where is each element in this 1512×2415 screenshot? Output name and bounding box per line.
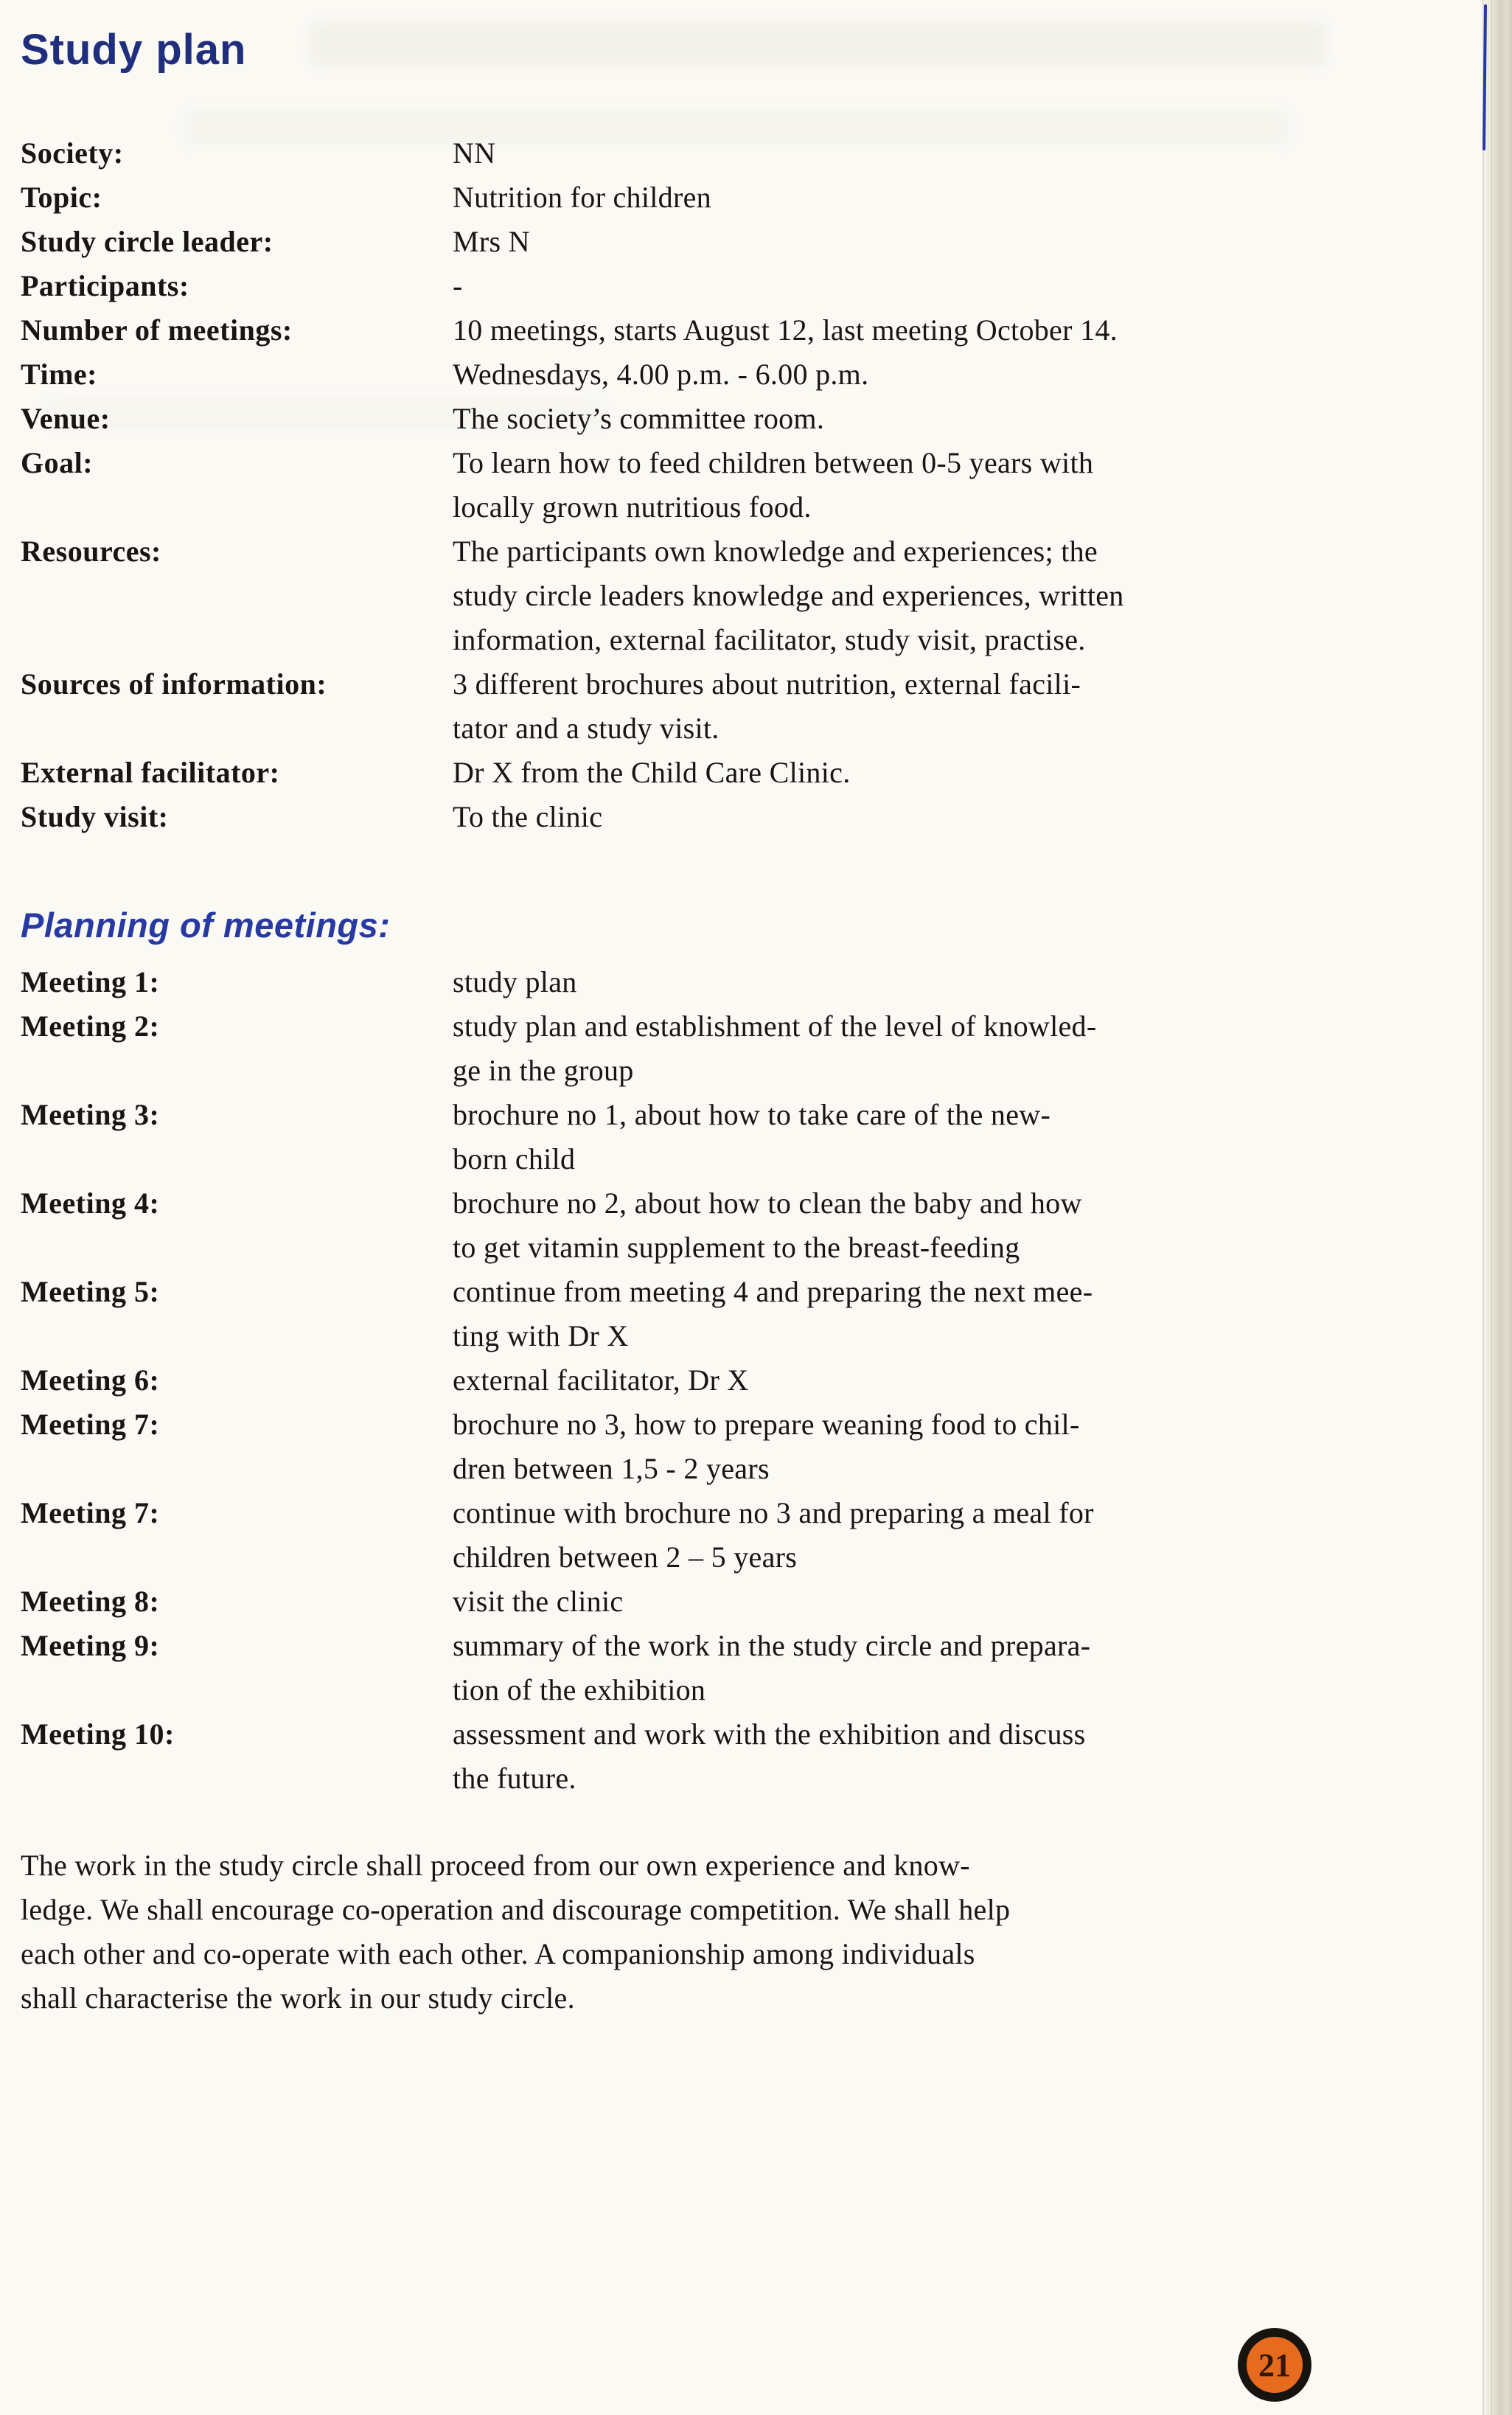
meetings-list: [21, 960, 1512, 1801]
field-value: Nutrition for children: [453, 181, 711, 214]
field-label: Participants:: [21, 269, 189, 302]
meeting-row: [21, 1093, 1512, 1181]
meeting-label: Meeting 4:: [21, 1186, 160, 1220]
meeting-row: [21, 1358, 1512, 1403]
field-row: [21, 308, 1512, 352]
field-label: Time:: [21, 358, 97, 391]
field-value: The society’s committee room.: [453, 402, 825, 435]
field-value: NN: [453, 136, 496, 170]
field-label: Society:: [21, 136, 124, 170]
meeting-row: [21, 1004, 1512, 1093]
field-row: [21, 529, 1512, 662]
study-plan-fields: [21, 131, 1512, 839]
field-value: Wednesdays, 4.00 p.m. - 6.00 p.m.: [453, 358, 869, 391]
meeting-value: continue with brochure no 3 and preparing a meal for children between 2 – 5 years: [453, 1496, 1094, 1574]
field-label: Sources of information:: [21, 667, 327, 701]
field-label: Study circle leader:: [21, 225, 274, 258]
field-row: [21, 352, 1512, 397]
field-label: Study visit:: [21, 800, 169, 833]
field-row: [21, 662, 1512, 751]
field-row: [21, 751, 1512, 795]
meeting-value: brochure no 1, about how to take care of the new- born child: [453, 1098, 1051, 1175]
book-page-edge: [1483, 0, 1512, 2415]
meeting-row: [21, 960, 1512, 1004]
meeting-label: Meeting 8:: [21, 1585, 160, 1618]
field-label: Number of meetings:: [21, 313, 293, 347]
meeting-value: continue from meeting 4 and preparing the next mee- ting with Dr X: [453, 1275, 1093, 1352]
meeting-label: Meeting 6:: [21, 1363, 160, 1397]
meeting-label: Meeting 10:: [21, 1717, 175, 1751]
meeting-value: brochure no 2, about how to clean the baby and how to get vitamin supplement to the breast-feeding: [453, 1186, 1082, 1264]
meeting-value: external facilitator, Dr X: [453, 1363, 749, 1397]
meeting-label: Meeting 5:: [21, 1275, 160, 1308]
meeting-label: Meeting 7:: [21, 1496, 160, 1529]
field-label: Goal:: [21, 446, 94, 479]
meeting-row: [21, 1624, 1512, 1712]
field-value: 10 meetings, starts August 12, last meeting October 14.: [453, 313, 1118, 347]
meeting-label: Meeting 7:: [21, 1408, 160, 1441]
meeting-row: [21, 1491, 1512, 1580]
meeting-row: [21, 1270, 1512, 1358]
field-row: [21, 795, 1512, 839]
field-value: Dr X from the Child Care Clinic.: [453, 756, 851, 789]
meeting-label: Meeting 9:: [21, 1629, 160, 1662]
field-row: [21, 264, 1512, 308]
closing-paragraph: The work in the study circle shall proceed from our own experience and know- ledge. We shall encourage co-operation and discourage competition. We shall help each other and co-operate with each other. A companionship among individuals shall characterise the work in our study circle.: [21, 1849, 1011, 2015]
field-label: Resources:: [21, 535, 161, 568]
meeting-row: [21, 1580, 1512, 1624]
field-value: Mrs N: [453, 225, 530, 258]
meeting-value: study plan: [453, 965, 577, 998]
meeting-label: Meeting 1:: [21, 965, 160, 998]
page-title: Study plan: [21, 26, 247, 74]
meeting-label: Meeting 2:: [21, 1010, 160, 1043]
page-number-badge: [1238, 2328, 1311, 2402]
field-row: [21, 397, 1512, 441]
meeting-label: Meeting 3:: [21, 1098, 160, 1131]
meeting-value: study plan and establishment of the level of knowled- ge in the group: [453, 1010, 1097, 1087]
field-label: Topic:: [21, 181, 102, 214]
field-value: 3 different brochures about nutrition, external facili- tator and a study visit.: [453, 667, 1081, 745]
field-row: [21, 220, 1512, 264]
field-label: External facilitator:: [21, 756, 280, 789]
field-row: [21, 131, 1512, 176]
field-label: Venue:: [21, 402, 111, 435]
field-value: To learn how to feed children between 0-5 years with locally grown nutritious food.: [453, 446, 1094, 524]
field-value: The participants own knowledge and experiences; the study circle leaders knowledge and experiences, written information, external facilitator, study visit, practise.: [453, 535, 1124, 656]
page-number: 21: [1258, 2346, 1291, 2383]
planning-heading: Planning of meetings:: [21, 906, 391, 945]
field-value: To the clinic: [453, 800, 603, 833]
field-value: -: [453, 269, 463, 302]
meeting-row: [21, 1181, 1512, 1270]
meeting-value: summary of the work in the study circle and prepara- tion of the exhibition: [453, 1629, 1091, 1706]
field-row: [21, 441, 1512, 529]
meeting-row: [21, 1403, 1512, 1491]
meeting-value: visit the clinic: [453, 1585, 624, 1618]
meeting-value: brochure no 3, how to prepare weaning food to chil- dren between 1,5 - 2 years: [453, 1408, 1080, 1485]
meeting-value: assessment and work with the exhibition and discuss the future.: [453, 1717, 1086, 1795]
meeting-row: [21, 1712, 1512, 1801]
field-row: [21, 176, 1512, 220]
